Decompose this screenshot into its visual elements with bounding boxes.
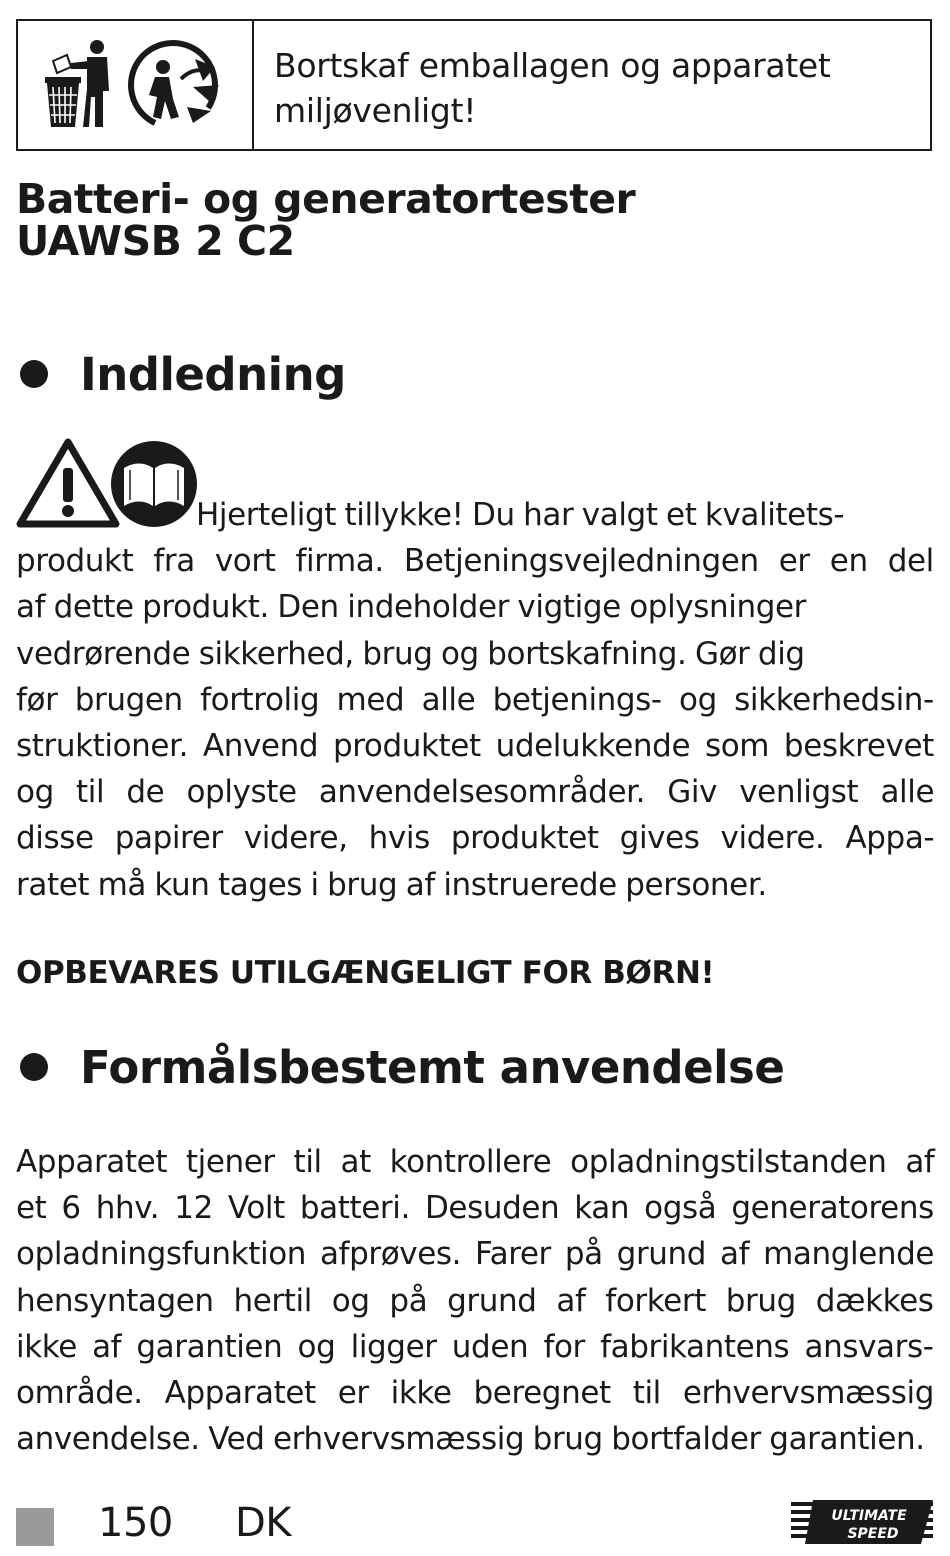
use-line: område. Apparatet er ikke beregnet til erhvervsmæssig bbox=[16, 1375, 935, 1412]
intended-use-paragraph bbox=[16, 1139, 934, 1462]
title-line-1: Batteri- og generatortester bbox=[16, 175, 636, 223]
child-safety-warning: OPBEVARES UTILGÆNGELIGT FOR BØRN! bbox=[16, 955, 715, 991]
use-line: et 6 hhv. 12 Volt batteri. Desuden kan også generatorens bbox=[16, 1190, 934, 1227]
page-footer bbox=[16, 1500, 936, 1556]
recycle-person-icon bbox=[123, 37, 227, 133]
page-marker-square bbox=[16, 1508, 54, 1546]
intro-line: disse papirer videre, hvis produktet gives videre. Appa- bbox=[16, 820, 935, 857]
intro-line: struktioner. Anvend produktet udelukkende som beskrevet bbox=[16, 728, 934, 765]
page-number: 150 bbox=[98, 1500, 173, 1546]
brand-line-1: ULTIMATE bbox=[831, 1508, 907, 1524]
disposal-line-2: miljøvenligt! bbox=[274, 91, 477, 130]
use-line: Apparatet tjener til at kontrollere opladningstilstanden af bbox=[16, 1144, 935, 1180]
intro-line: og til de oplyste anvendelsesområder. Giv venligst alle bbox=[16, 774, 935, 811]
intro-line: vedrørende sikkerhed, brug og bortskafning. Gør dig bbox=[16, 635, 805, 672]
disposal-notice-box bbox=[16, 19, 932, 151]
section-heading-intended-use bbox=[16, 1037, 936, 1097]
use-line: ikke af garantien og ligger uden for fabrikantens ansvars- bbox=[16, 1328, 934, 1365]
intended-use-heading-text: Formålsbestemt anvendelse bbox=[80, 1040, 785, 1094]
bullet-icon bbox=[20, 1053, 48, 1081]
title-line-2: UAWSB 2 C2 bbox=[16, 217, 295, 265]
ultimate-speed-logo bbox=[791, 1500, 933, 1544]
intro-line: produkt fra vort firma. Betjeningsvejledningen er en del bbox=[16, 543, 934, 580]
bullet-icon bbox=[20, 360, 48, 388]
intro-heading-text: Indledning bbox=[80, 347, 346, 401]
intro-line: ratet må kun tages i brug af instruerede personer. bbox=[16, 866, 767, 903]
disposal-line-1: Bortskaf emballagen og apparatet bbox=[274, 46, 831, 85]
disposal-icons bbox=[18, 21, 254, 149]
intro-line: Hjerteligt tillykke! Du har valgt et kvalitets- bbox=[196, 497, 845, 533]
intro-line: før brugen fortrolig med alle betjenings- og sikkerhedsin- bbox=[16, 681, 934, 718]
section-heading-intro bbox=[16, 344, 936, 404]
intro-line: af dette produkt. Den indeholder vigtige oplysninger bbox=[16, 589, 806, 626]
use-line: anvendelse. Ved erhvervsmæssig brug bortfalder garantien. bbox=[16, 1421, 925, 1458]
document-title bbox=[16, 175, 936, 265]
language-code: DK bbox=[235, 1500, 292, 1546]
brand-line-2: SPEED bbox=[847, 1526, 899, 1542]
disposal-notice-text bbox=[254, 21, 930, 149]
intro-paragraph bbox=[16, 492, 934, 908]
use-line: opladningsfunktion afprøves. Farer på grund af manglende bbox=[16, 1236, 935, 1273]
trash-bin-person-icon bbox=[43, 39, 117, 131]
use-line: hensyntagen hertil og på grund af forkert brug dækkes bbox=[16, 1282, 934, 1319]
